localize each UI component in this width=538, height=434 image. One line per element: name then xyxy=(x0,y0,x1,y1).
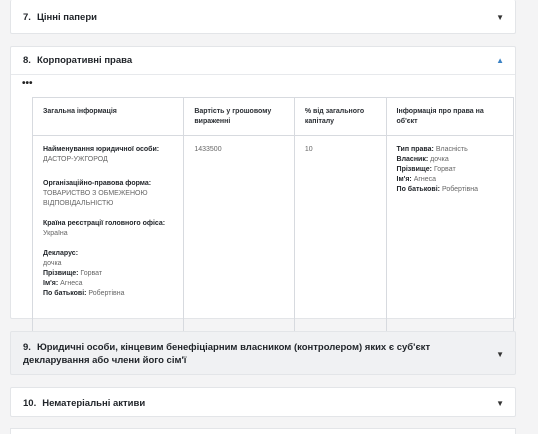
owner-patronymic-value: Робертівна xyxy=(441,186,479,193)
company-name-value: ДАСТОР-УЖГОРОД xyxy=(43,156,108,163)
owner-patronymic-label: По батькові: xyxy=(396,186,440,193)
cell-general-info xyxy=(33,136,184,357)
column-header-value: Вартість у грошовому вираженні xyxy=(184,98,295,135)
monetary-value: 1433500 xyxy=(194,146,222,153)
chevron-down-icon[interactable]: ▼ xyxy=(496,12,504,22)
company-name-label: Найменування юридичної особи: xyxy=(43,146,160,153)
chevron-down-icon[interactable]: ▼ xyxy=(496,349,504,359)
right-type-label: Тип права: xyxy=(396,146,434,153)
section-securities[interactable] xyxy=(10,0,516,34)
owner-firstname-value: Агнеса xyxy=(413,176,437,183)
section-intangible-assets[interactable] xyxy=(10,387,516,417)
section-header[interactable] xyxy=(11,0,515,34)
declarant-label: Декларус: xyxy=(43,250,79,257)
owner-label: Власник: xyxy=(396,156,429,163)
corporate-rights-table xyxy=(32,97,514,358)
capital-percent: 10 xyxy=(304,146,313,153)
table-header-row xyxy=(33,98,513,136)
next-section-edge xyxy=(10,428,516,434)
legal-form-value: ТОВАРИСТВО З ОБМЕЖЕНОЮ ВІДПОВІДАЛЬНІСТЮ xyxy=(43,190,148,207)
surname-value: Горват xyxy=(80,270,103,277)
section-title: 8. Корпоративні права xyxy=(23,55,133,66)
column-header-rights: Інформація про права на об'єкт xyxy=(396,108,484,125)
section-beneficial-ownership[interactable] xyxy=(10,331,516,375)
country-value: Україна xyxy=(43,230,68,237)
cell-percent xyxy=(295,136,387,357)
owner-surname-value: Горват xyxy=(433,166,456,173)
legal-form-label: Організаційно-правова форма: xyxy=(43,180,152,187)
firstname-label: Ім'я: xyxy=(43,280,59,287)
cell-rights-info xyxy=(387,136,513,357)
surname-label: Прізвище: xyxy=(43,270,79,277)
section-corporate-rights xyxy=(10,46,516,319)
section-header[interactable] xyxy=(11,388,515,418)
patronymic-label: По батькові: xyxy=(43,290,87,297)
section-header[interactable] xyxy=(11,332,515,376)
cell-value xyxy=(184,136,295,357)
section-title: 7. Цінні папери xyxy=(23,11,97,23)
owner-firstname-label: Ім'я: xyxy=(396,176,412,183)
owner-value: дочка xyxy=(430,156,449,163)
column-header-percent: % від загального капіталу xyxy=(295,98,387,135)
owner-surname-label: Прізвище: xyxy=(396,166,432,173)
section-header[interactable] xyxy=(11,47,515,75)
declarant-value: дочка xyxy=(43,260,62,267)
section-title: 10. Нематеріальні активи xyxy=(23,397,146,409)
section-title: 9. Юридичні особи, кінцевим бенефіціарним власником (контролером) яких є суб'єкт декларування або члени його сім'ї xyxy=(23,342,431,366)
column-header-general: Загальна інформація xyxy=(33,98,184,135)
country-label: Країна реєстрації головного офіса: xyxy=(43,220,166,227)
right-type-value: Власність xyxy=(435,146,468,153)
patronymic-value: Робертівна xyxy=(88,290,125,297)
chevron-down-icon[interactable]: ▼ xyxy=(496,398,504,408)
firstname-value: Агнеса xyxy=(60,280,83,287)
chevron-up-icon[interactable]: ▲ xyxy=(496,56,504,65)
more-options-icon[interactable]: ••• xyxy=(22,78,33,89)
table-row xyxy=(33,136,513,357)
